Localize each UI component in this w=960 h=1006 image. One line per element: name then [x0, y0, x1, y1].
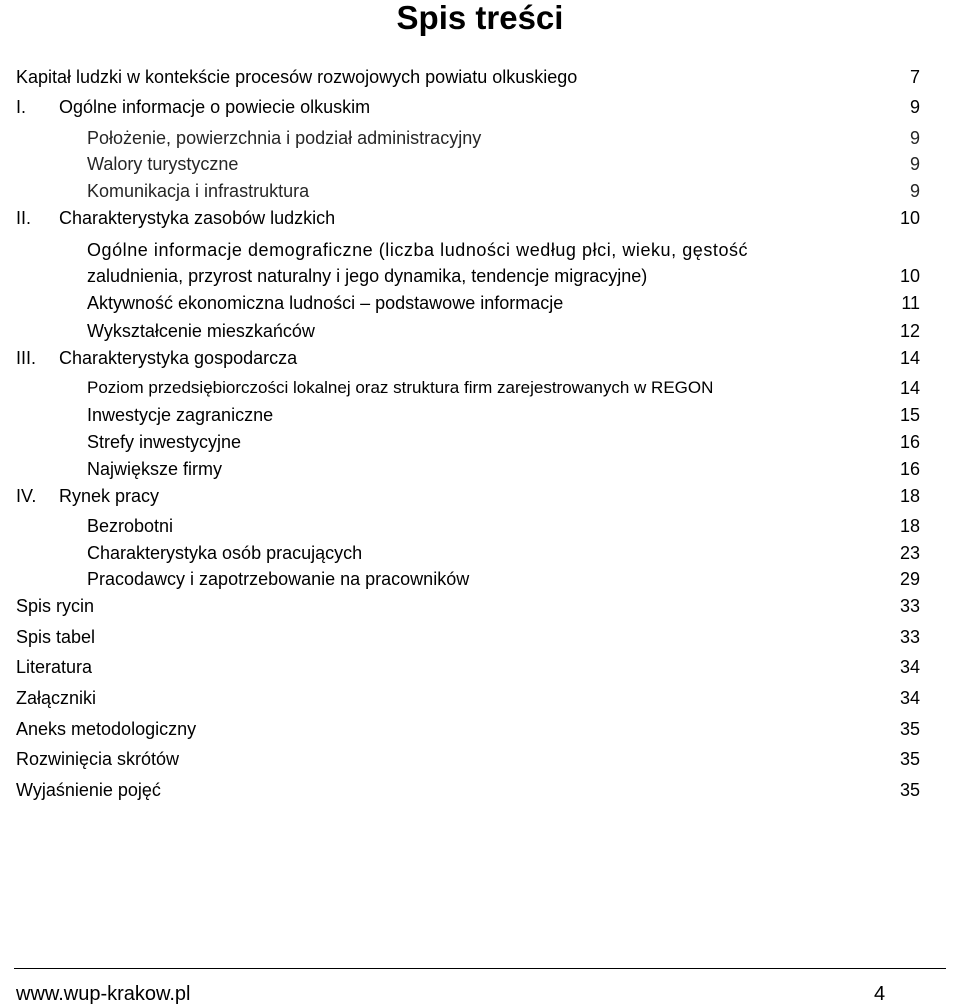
toc-entry-page: 9: [909, 181, 920, 201]
footer-page-number: 4: [874, 983, 886, 1005]
toc-entry-page: 34: [899, 657, 920, 677]
toc-entry-label: Ogólne informacje o powiecie olkuskim: [59, 97, 371, 117]
toc-entry-page: 14: [899, 378, 920, 398]
toc-entry-page: 18: [899, 486, 920, 506]
toc-entry-label: Wyjaśnienie pojęć: [16, 780, 161, 800]
toc-entry-page: 9: [909, 154, 920, 174]
toc-entry-page: 10: [899, 208, 920, 228]
toc-entry-page: 11: [901, 293, 920, 313]
toc-entry-label: Strefy inwestycyjne: [87, 432, 242, 452]
toc-entry-label: Załączniki: [16, 688, 97, 708]
toc-entry-page: 33: [899, 596, 920, 616]
toc-entry-page: 29: [899, 569, 920, 589]
toc-entry-page: 12: [899, 321, 920, 341]
chapter-number: IV.: [16, 486, 37, 506]
toc-entry-label: Aneks metodologiczny: [16, 719, 197, 739]
toc-entry-label: Rozwinięcia skrótów: [16, 749, 180, 769]
chapter-number: II.: [16, 208, 32, 228]
toc-entry-page: 35: [899, 749, 920, 769]
toc-entry-page: 9: [909, 97, 920, 117]
toc-entry-label: Pracodawcy i zapotrzebowanie na pracowników: [87, 569, 470, 589]
toc-entry-label: Rynek pracy: [59, 486, 160, 506]
toc-entry-page: 33: [899, 627, 920, 647]
toc-entry-label: Położenie, powierzchnia i podział administracyjny: [87, 128, 482, 148]
chapter-number: III.: [16, 348, 37, 368]
toc-entry-label: Charakterystyka zasobów ludzkich: [59, 208, 336, 228]
chapter-number: I.: [16, 97, 27, 117]
toc-entry-label: Wykształcenie mieszkańców: [87, 321, 315, 341]
toc-entry-page: 35: [899, 719, 920, 739]
toc-entry-label: Komunikacja i infrastruktura: [87, 181, 310, 201]
toc-entry-page: 16: [899, 432, 920, 452]
toc-entry-page: 10: [899, 266, 920, 286]
toc-entry-label: Inwestycje zagraniczne: [87, 405, 274, 425]
toc-entry-label: Literatura: [16, 657, 93, 677]
toc-entry-page: 15: [899, 405, 920, 425]
toc-entry-label: Charakterystyka osób pracujących: [87, 543, 363, 563]
page-title: Spis treści: [396, 0, 564, 36]
toc-entry-label: Ogólne informacje demograficzne (liczba ludności według płci, wieku, gęstość: [87, 240, 749, 260]
toc-entry-label: Poziom przedsiębiorczości lokalnej oraz struktura firm zarejestrowanych w REGON: [87, 378, 714, 397]
toc-entry-page: 34: [899, 688, 920, 708]
toc-entry-page: 7: [909, 67, 920, 87]
toc-entry-label: zaludnienia, przyrost naturalny i jego dynamika, tendencje migracyjne): [87, 266, 648, 286]
toc-entry-page: 23: [899, 543, 920, 563]
toc-entry-label: Bezrobotni: [87, 516, 174, 536]
toc-entry-label: Walory turystyczne: [87, 154, 239, 174]
toc-entry-label: Spis tabel: [16, 627, 96, 647]
toc-entry-page: 14: [899, 348, 920, 368]
footer-website[interactable]: www.wup-krakow.pl: [16, 983, 191, 1005]
toc-entry-label: Charakterystyka gospodarcza: [59, 348, 298, 368]
toc-entry-label: Spis rycin: [16, 596, 95, 616]
toc-entry-label: Największe firmy: [87, 459, 223, 479]
toc-entry-page: 35: [899, 780, 920, 800]
toc-entry-page: 18: [899, 516, 920, 536]
footer-divider: [14, 968, 946, 969]
toc-entry-label: Aktywność ekonomiczna ludności – podstawowe informacje: [87, 293, 564, 313]
toc-entry-page: 9: [909, 128, 920, 148]
toc-entry-page: 16: [899, 459, 920, 479]
toc-entry-label: Kapitał ludzki w kontekście procesów rozwojowych powiatu olkuskiego: [16, 67, 578, 87]
